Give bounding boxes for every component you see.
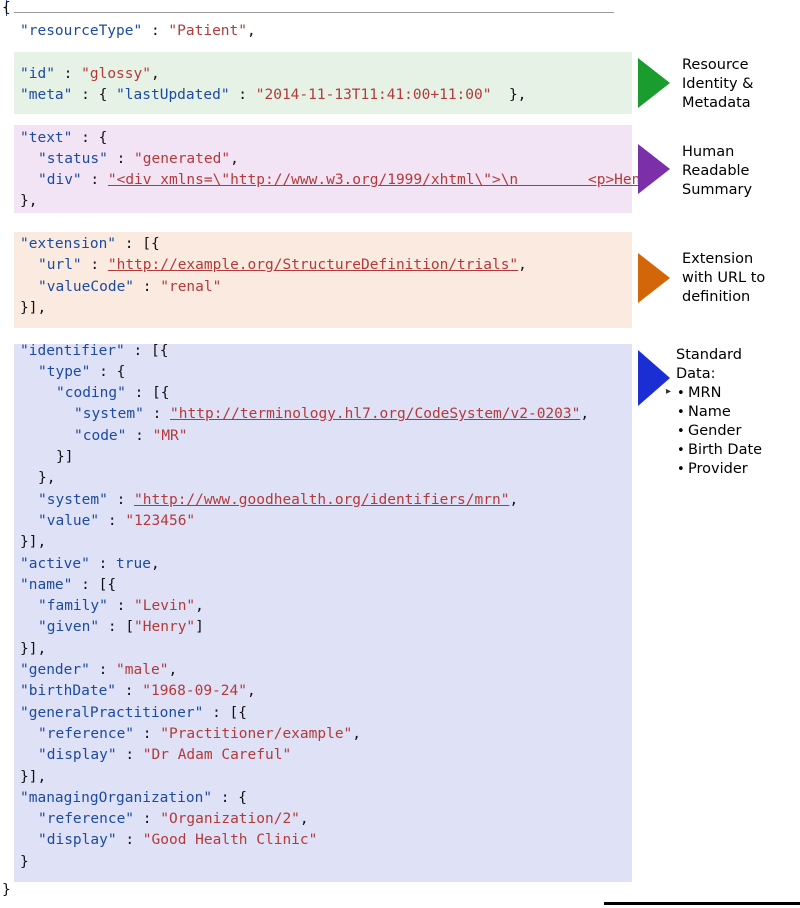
annotation-line: Summary [682, 182, 753, 198]
json-line: "display" : "Dr Adam Careful" [38, 747, 292, 764]
json-line: }, [20, 193, 38, 210]
bullet-item: • Name [676, 403, 762, 422]
json-line: "extension" : [{ [20, 236, 160, 252]
json-line: "coding" : [{ [56, 385, 170, 402]
annotation-line: Standard [676, 347, 742, 363]
json-line: "gender" : "male", [20, 662, 178, 678]
json-line: "text" : { [20, 129, 108, 146]
json-line: }, [38, 470, 56, 487]
json-line: "active" : true, [20, 555, 160, 572]
json-line: "code" : "MR" [74, 427, 188, 444]
bullet-item: • Birth Date [676, 441, 762, 460]
annotation-human-readable [682, 143, 752, 200]
json-line: } [20, 853, 29, 870]
json-close-brace: } [2, 882, 11, 898]
json-line: "resourceType" : "Patient", [20, 23, 256, 39]
json-line: }], [20, 299, 47, 316]
arrow-resource-identity [638, 58, 670, 108]
json-line: "url" : "http://example.org/StructureDefinition/trials", [38, 257, 527, 274]
bullet-item: • Provider [676, 460, 762, 479]
json-line: "family" : "Levin", [38, 598, 204, 615]
json-line: "system" : "http://terminology.hl7.org/CodeSystem/v2-0203", [74, 406, 590, 423]
standard-data-bullets [676, 384, 762, 479]
annotation-line: Human [682, 144, 735, 160]
json-line: }] [56, 449, 74, 465]
annotation-line: Resource [682, 57, 749, 73]
bottom-divider [604, 902, 800, 905]
annotation-resource-identity [682, 56, 754, 113]
json-line: "system" : "http://www.goodhealth.org/identifiers/mrn", [38, 491, 519, 508]
annotation-line: definition [682, 289, 751, 305]
bullet-item: • MRN [676, 384, 762, 403]
annotation-extension [682, 250, 765, 307]
json-line: "name" : [{ [20, 576, 117, 593]
annotation-standard-data [676, 346, 762, 479]
json-line: }], [20, 640, 47, 657]
annotation-line: Extension [682, 251, 754, 267]
annotation-line: Data: [676, 366, 716, 382]
json-line: }], [20, 534, 47, 551]
arrow-human-readable [638, 144, 670, 194]
json-line: "managingOrganization" : { [20, 789, 247, 806]
json-line: "meta" : { "lastUpdated" : "2014-11-13T11:41:00+11:00" }, [20, 86, 527, 103]
json-line: "generalPractitioner" : [{ [20, 704, 247, 721]
annotation-line: Readable [682, 163, 750, 179]
json-line: "display" : "Good Health Clinic" [38, 832, 318, 849]
json-line: "type" : { [38, 363, 126, 380]
json-line: "reference" : "Practitioner/example", [38, 725, 362, 742]
json-open-brace: { [2, 0, 11, 16]
annotation-line: with URL to [682, 270, 766, 286]
json-line: "given" : ["Henry"] [38, 619, 204, 636]
json-line: "valueCode" : "renal" [38, 278, 222, 295]
json-line: "status" : "generated", [38, 150, 239, 167]
json-line: "id" : "glossy", [20, 65, 160, 82]
json-line: "value" : "123456" [38, 512, 196, 529]
json-line: "div" : "<div xmlns=\"http://www.w3.org/1999/xhtml\">\n <p>Hen [38, 172, 641, 189]
arrow-extension [638, 253, 670, 303]
json-line: "reference" : "Organization/2", [38, 811, 309, 828]
annotation-line: Identity & [682, 76, 754, 92]
json-line: }], [20, 768, 47, 785]
annotation-line: Metadata [682, 95, 751, 111]
json-line: "identifier" : [{ [20, 342, 169, 359]
standard-data-pointer-icon: ▸ [666, 386, 672, 397]
arrow-standard-data [638, 350, 670, 406]
bullet-item: • Gender [676, 422, 762, 441]
json-line: "birthDate" : "1968-09-24", [20, 683, 256, 700]
